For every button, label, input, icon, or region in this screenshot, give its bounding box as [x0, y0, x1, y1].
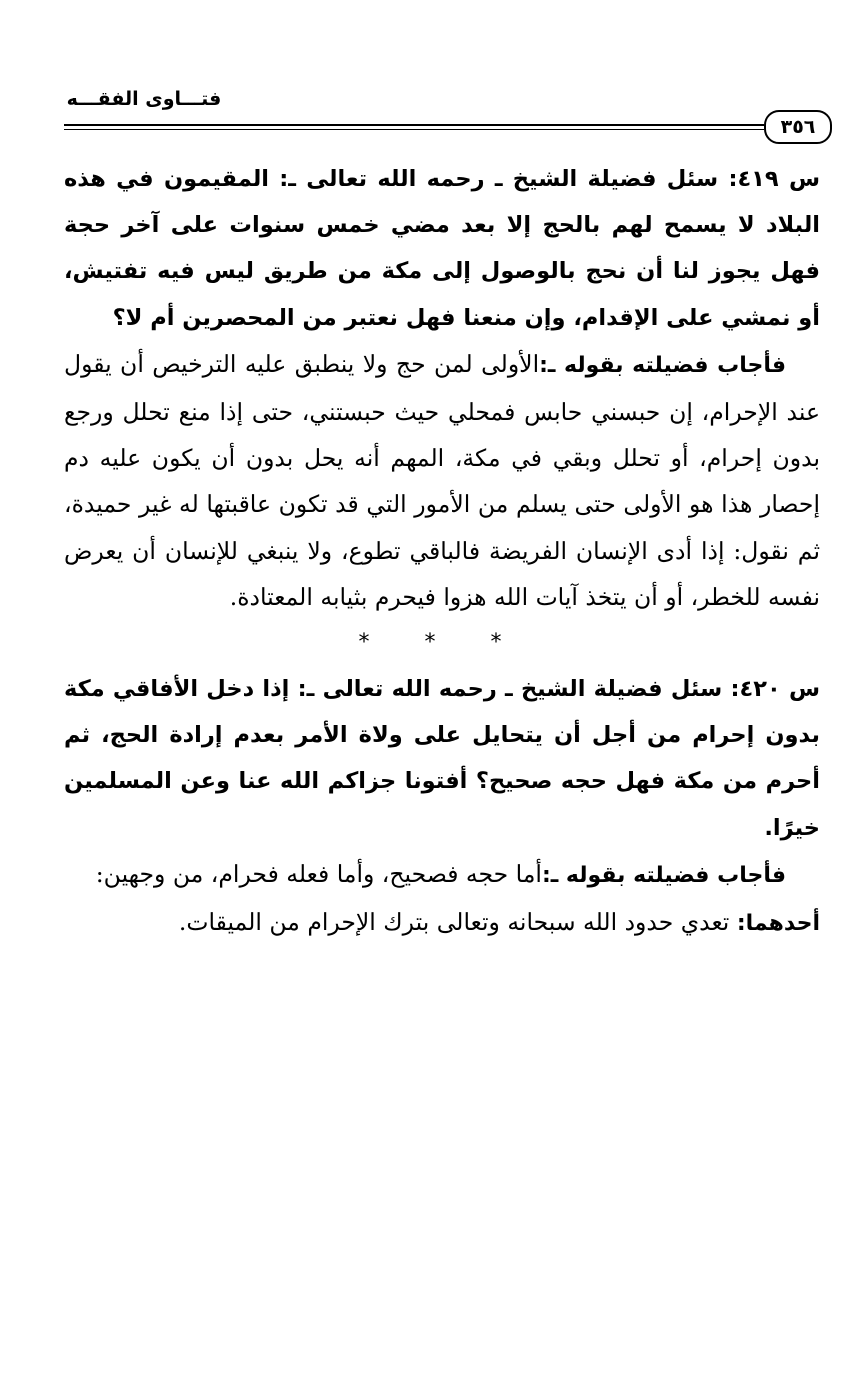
point-1-text: تعدي حدود الله سبحانه وتعالى بترك الإحرام من الميقات. — [178, 908, 730, 937]
running-title: فتـــاوى الفقـــه — [66, 88, 222, 110]
answer-419-text: الأولى لمن حج ولا ينطبق عليه الترخيص أن يقول عند الإحرام، إن حبسني حابس فمحلي حيث حبستني، حتى إذا منع تحلل ورجع بدون إحرام، أو تحلل وبقي في مكة، المهم أنه يحل بدون أن يكون عليه دم إحصار هذا هو الأولى حتى يسلم من الأمور التي قد تكون عاقبتها له غير حميدة، ثم نقول: إذا أدى الإنسان الفريضة فالباقي تطوع، ولا ينبغي للإنسان أن يعرض نفسه للخطر، أو أن يتخذ آيات الله هزوا فيحرم بثيابه المعتادة. — [64, 349, 820, 611]
question-419: س ٤١٩: سئل فضيلة الشيخ ـ رحمه الله تعالى ـ: المقيمون في هذه البلاد لا يسمح لهم بالحج إلا بعد مضي خمس سنوات على آخر حجة فهل يجوز لنا أن نحج بالوصول إلى مكة من طريق ليس فيه تفتيش، أو نمشي على الإقدام، وإن منعنا فهل نعتبر من المحصرين أم لا؟ — [64, 166, 820, 331]
answer-419-lead: فأجاب فضيلته بقوله ـ: — [539, 352, 787, 378]
section-separator: * * * — [358, 630, 526, 656]
answer-420-text: أما حجه فصحيح، وأما فعله فحرام، من وجهين: — [95, 859, 542, 888]
answer-420 — [64, 851, 820, 899]
header-rule — [64, 124, 764, 130]
page-number: ٣٥٦ — [764, 110, 832, 144]
answer-419 — [64, 341, 820, 620]
point-1-lead: أحدهما: — [736, 911, 820, 937]
answer-420-lead: فأجاب فضيلته بقوله ـ: — [541, 862, 786, 888]
question-420: س ٤٢٠: سئل فضيلة الشيخ ـ رحمه الله تعالى ـ: إذا دخل الأفاقي مكة بدون إحرام من أجل أن يتحايل على ولاة الأمر بعدم إرادة الحج، ثم أحرم من مكة فهل حجه صحيح؟ أفتونا جزاكم الله عنا وعن المسلمين خيرًا. — [64, 676, 820, 841]
point-1 — [64, 899, 820, 947]
page-content — [64, 156, 820, 947]
